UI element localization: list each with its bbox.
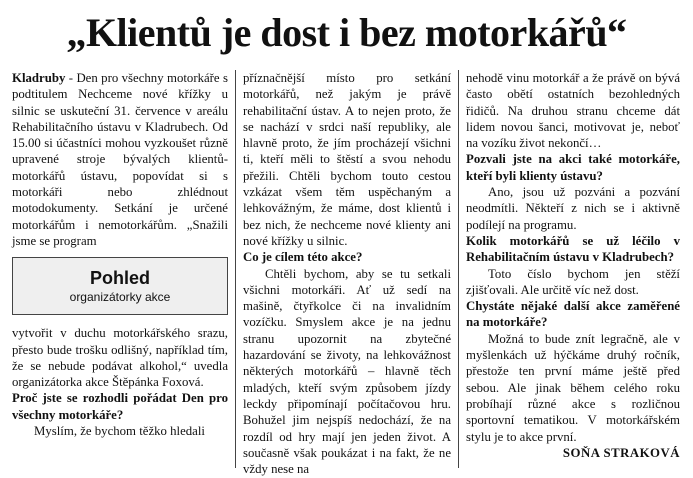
- lead-paragraph: [12, 70, 228, 249]
- pohled-title: Pohled: [89, 268, 150, 289]
- pohled-box: [12, 257, 228, 315]
- column-3: [466, 70, 680, 461]
- question-1: Proč jste se rozhodli pořádat Den pro všechny motorkáře?: [12, 391, 228, 422]
- column-1: [12, 70, 228, 439]
- column-rule: [458, 70, 459, 468]
- pohled-subtitle: organizátorky akce: [69, 290, 171, 305]
- answer-2-continuation: nehodě vinu motorkář a že právě on bývá často obětí ostatních bezohledných řidičů. Na druhou stranu chceme dát lidem novou šanci, motivovat je, neboť na vozíku život nekončí…: [466, 71, 680, 151]
- lead-continuation: vytvořit v duchu motorkářského srazu, přesto bude trošku odlišný, například tím, že se nebude podávat alkohol,“ uvedla organizátorka akce Štěpánka Foxová.: [12, 326, 228, 390]
- answer-2: Chtěli bychom, aby se tu setkali všichni motorkáři. Ať už sedí na mašině, čtyřkolce či na invalidním vozíčku. Smyslem akce je na jednu stranu upozornit na zbytečné hazardování se životy, na lehkovážnost některých motorkářů – hlavně těch mladých, kteří svým způsobem jízdy leckdy připomínají počítačovou hru. Bohužel jim nejspíš nedochází, že na rozdíl od hry mají jen jeden život. A současně však poukázat i na fakt, že ne vždy nese na: [243, 266, 451, 477]
- question-4: Kolik motorkářů se už léčilo v Rehabilitačním ústavu v Kladrubech?: [466, 233, 680, 265]
- answer-5: Možná to bude znít legračně, ale v myšlenkách už hýčkáme druhý ročník, přestože ten první máme ještě před sebou. Ale jinak během celého roku probíhají různé akce s rozličnou sportovní tematikou. V motorkářském stylu je to akce první.: [466, 331, 680, 444]
- column-rule: [235, 70, 236, 468]
- lead-text: - Den pro všechny motorkáře s podtitulem Nechceme nové křížky u silnic se uskuteční 31. července v areálu Rehabilitačního ústavu v Kladrubech. Od 15.00 si účastníci mohou vyzkoušet různě upravené stroje bývalých klientů-motorkářů ústavu, popovídat si s motorkáři nebo zhlédnout motodokumenty. Setkání je určené motorkářům i nemotorkářům. „Snažili jsme se program: [12, 71, 228, 248]
- column-2: [243, 70, 451, 477]
- answer-1-continuation: příznačnější místo pro setkání motorkářů, než jakým je právě rehabilitační ústav. A to nejen proto, že se nachází v srdci naší republiky, ale hlavně proto, že jím procházejí všichni ti, kteří měli to štěstí a svou nehodu přežili. Chtěli bychom touto cestou vzkázat všem těm uspěchaným a lehkovážným, že máme, dost klientů i bez nich, že nechceme nové klienty ani nové křížky u silnic.: [243, 71, 451, 248]
- answer-4: Toto číslo bychom jen stěží zjišťovali. Ale určitě víc než dost.: [466, 266, 680, 297]
- headline: „Klientů je dost i bez motorkářů“: [66, 9, 627, 55]
- answer-3: Ano, jsou už pozváni a pozvání neodmítli. Někteří z nich se i aktivně podílejí na programu.: [466, 185, 680, 232]
- question-2: Co je cílem této akce?: [243, 250, 363, 265]
- question-5: Chystáte nějaké další akce zaměřené na motorkáře?: [466, 299, 680, 330]
- dateline: Kladruby: [12, 71, 66, 85]
- question-3: Pozvali jste na akci také motorkáře, kteří byli klienty ústavu?: [466, 152, 680, 183]
- author-byline: SOŇA STRAKOVÁ: [562, 445, 680, 460]
- answer-1-start: Myslím, že bychom těžko hledali: [34, 424, 205, 439]
